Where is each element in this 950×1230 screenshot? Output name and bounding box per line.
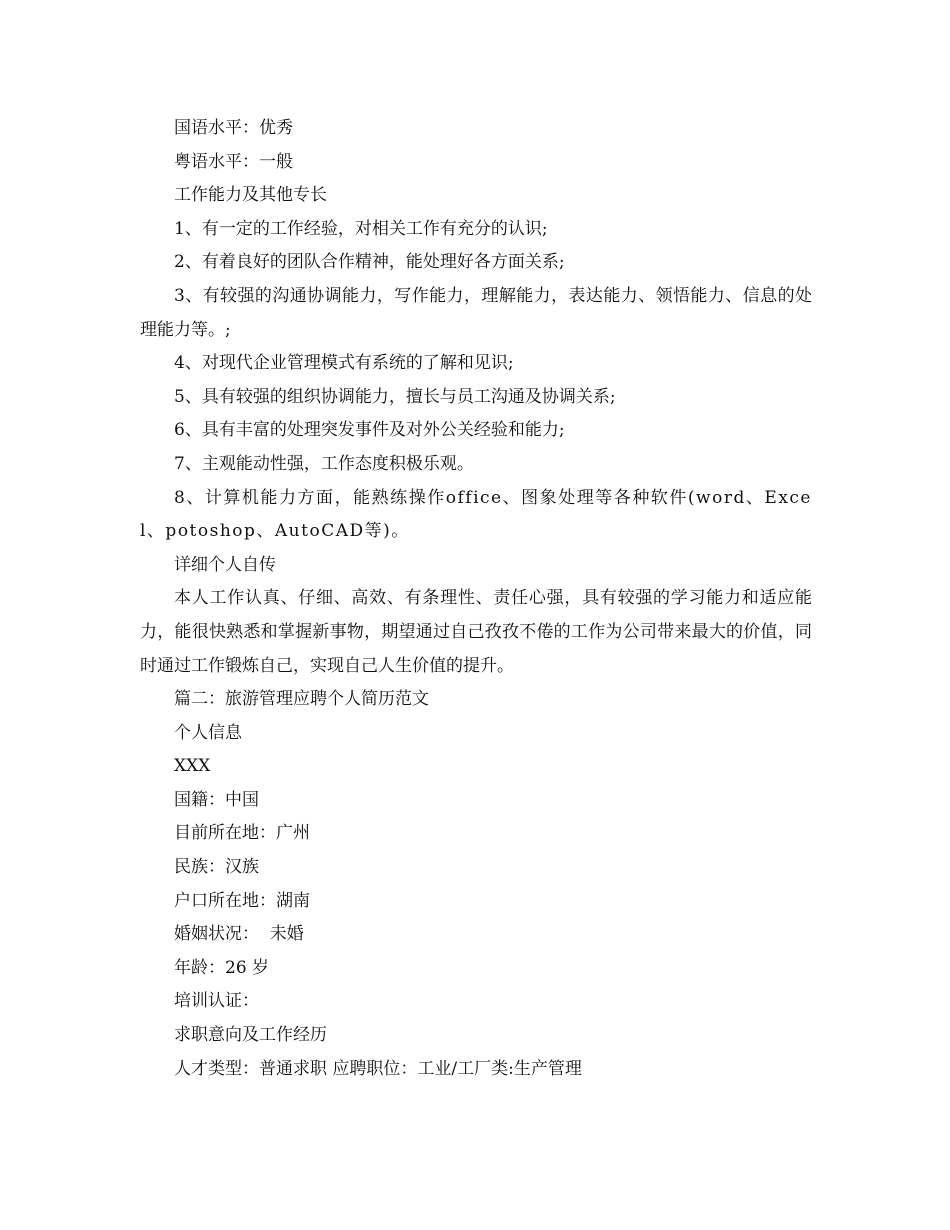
paragraph-cantonese-level: 粤语水平：一般 xyxy=(174,151,293,172)
personal-name: XXX xyxy=(174,756,211,777)
heading-job-intention: 求职意向及工作经历 xyxy=(174,1025,327,1046)
skill-item-3: 3、有较强的沟通协调能力，写作能力，理解能力，表达能力、领悟能力、信息的处理能力等。; xyxy=(140,285,812,340)
personal-marital-status: 婚姻状况： 未婚 xyxy=(174,924,304,945)
section-title-part-two: 篇二：旅游管理应聘个人简历范文 xyxy=(174,689,429,710)
personal-location: 目前所在地：广州 xyxy=(174,823,310,844)
skill-item-7: 7、主观能动性强，工作态度积极乐观。 xyxy=(174,453,474,474)
skill-item-8: 8、计算机能力方面，能熟练操作office、图象处理等各种软件(word、Excel、potoshop、AutoCAD等)。 xyxy=(140,487,812,542)
document-body xyxy=(140,112,812,1086)
skill-item-2: 2、有着良好的团队合作精神，能处理好各方面关系; xyxy=(174,252,565,273)
heading-personal-info: 个人信息 xyxy=(174,722,242,743)
skill-item-1: 1、有一定的工作经验，对相关工作有充分的认识; xyxy=(174,218,548,239)
skill-item-6: 6、具有丰富的处理突发事件及对外公关经验和能力; xyxy=(174,420,565,441)
skill-item-4: 4、对现代企业管理模式有系统的了解和见识; xyxy=(174,353,514,374)
skill-item-5: 5、具有较强的组织协调能力，擅长与员工沟通及协调关系; xyxy=(174,386,616,407)
personal-hukou: 户口所在地：湖南 xyxy=(174,890,310,911)
personal-nationality: 国籍：中国 xyxy=(174,789,259,810)
job-intention-detail: 人才类型：普通求职 应聘职位：工业/工厂类:生产管理 xyxy=(174,1058,582,1079)
personal-ethnicity: 民族：汉族 xyxy=(174,857,259,878)
personal-certification: 培训认证： xyxy=(174,991,259,1012)
personal-age: 年龄：26 岁 xyxy=(174,957,270,978)
autobiography-text: 本人工作认真、仔细、高效、有条理性、责任心强，具有较强的学习能力和适应能力，能很快熟悉和掌握新事物，期望通过自己孜孜不倦的工作为公司带来最大的价值，同时通过工作锻炼自己，实现自己人生价值的提升。 xyxy=(140,588,812,676)
heading-autobiography: 详细个人自传 xyxy=(174,554,276,575)
paragraph-mandarin-level: 国语水平：优秀 xyxy=(174,118,293,138)
heading-skills: 工作能力及其他专长 xyxy=(174,185,327,206)
